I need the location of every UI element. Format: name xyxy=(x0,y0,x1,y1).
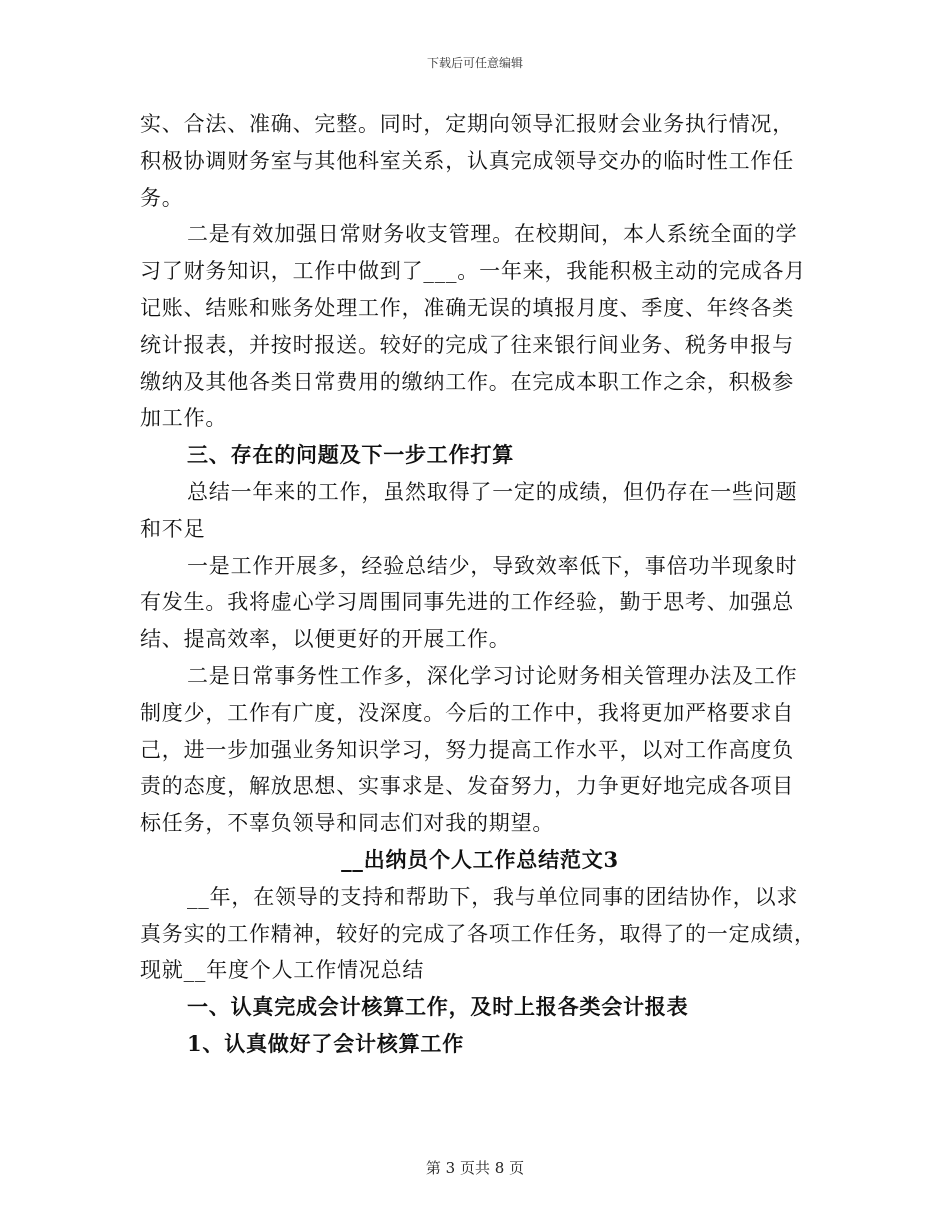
paragraph-line: 记账、结账和账务处理工作，准确无误的填报月度、季度、年终各类 xyxy=(140,295,794,320)
paragraph-line: 真务实的工作精神，较好的完成了各项工作任务，取得了的一定成绩， xyxy=(140,921,816,946)
paragraph-line: 现就__年度个人工作情况总结 xyxy=(140,958,425,983)
paragraph-line: 二是日常事务性工作多，深化学习讨论财务相关管理办法及工作 xyxy=(187,663,798,688)
article-title: __出纳员个人工作总结范文3 xyxy=(341,846,619,872)
section-heading: 三、存在的问题及下一步工作打算 xyxy=(187,442,514,468)
section-heading: 一、认真完成会计核算工作，及时上报各类会计报表 xyxy=(187,994,689,1020)
paragraph-line: 己，进一步加强业务知识学习，努力提高工作水平，以对工作高度负 xyxy=(140,737,794,762)
paragraph-line: 习了财务知识，工作中做到了___。一年来，我能积极主动的完成各月 xyxy=(140,259,807,284)
document-body xyxy=(140,108,820,1061)
paragraph-line: 二是有效加强日常财务收支管理。在校期间，本人系统全面的学 xyxy=(187,222,798,247)
paragraph-line: 一是工作开展多，经验总结少，导致效率低下，事倍功半现象时 xyxy=(187,553,798,578)
paragraph-line: 和不足 xyxy=(140,516,206,541)
page-header: 下载后可任意编辑 xyxy=(426,56,523,70)
paragraph-line: 加工作。 xyxy=(140,406,228,431)
paragraph-line: 标任务，不辜负领导和同志们对我的期望。 xyxy=(140,811,555,836)
paragraph-line: 实、合法、准确、完整。同时，定期向领导汇报财会业务执行情况， xyxy=(140,112,794,136)
paragraph-line: __年，在领导的支持和帮助下，我与单位同事的团结协作，以求 xyxy=(187,884,799,909)
paragraph-line: 有发生。我将虚心学习周围同事先进的工作经验，勤于思考、加强总 xyxy=(140,590,794,615)
paragraph-line: 结、提高效率，以便更好的开展工作。 xyxy=(140,627,511,652)
paragraph-line: 积极协调财务室与其他科室关系，认真完成领导交办的临时性工作任 xyxy=(140,148,794,173)
paragraph-line: 缴纳及其他各类日常费用的缴纳工作。在完成本职工作之余，积极参 xyxy=(140,369,794,394)
paragraph-line: 总结一年来的工作，虽然取得了一定的成绩，但仍存在一些问题 xyxy=(187,479,798,504)
paragraph-line: 统计报表，并按时报送。较好的完成了往来银行间业务、税务申报与 xyxy=(140,332,794,357)
page-footer: 第 3 页共 8 页 xyxy=(425,1159,525,1177)
paragraph-line: 责的态度，解放思想、实事求是、发奋努力，力争更好地完成各项目 xyxy=(140,774,794,799)
subsection-heading: 1、认真做好了会计核算工作 xyxy=(187,1030,465,1056)
paragraph-line: 务。 xyxy=(140,185,184,210)
paragraph-line: 制度少，工作有广度，没深度。今后的工作中，我将更加严格要求自 xyxy=(140,700,794,725)
